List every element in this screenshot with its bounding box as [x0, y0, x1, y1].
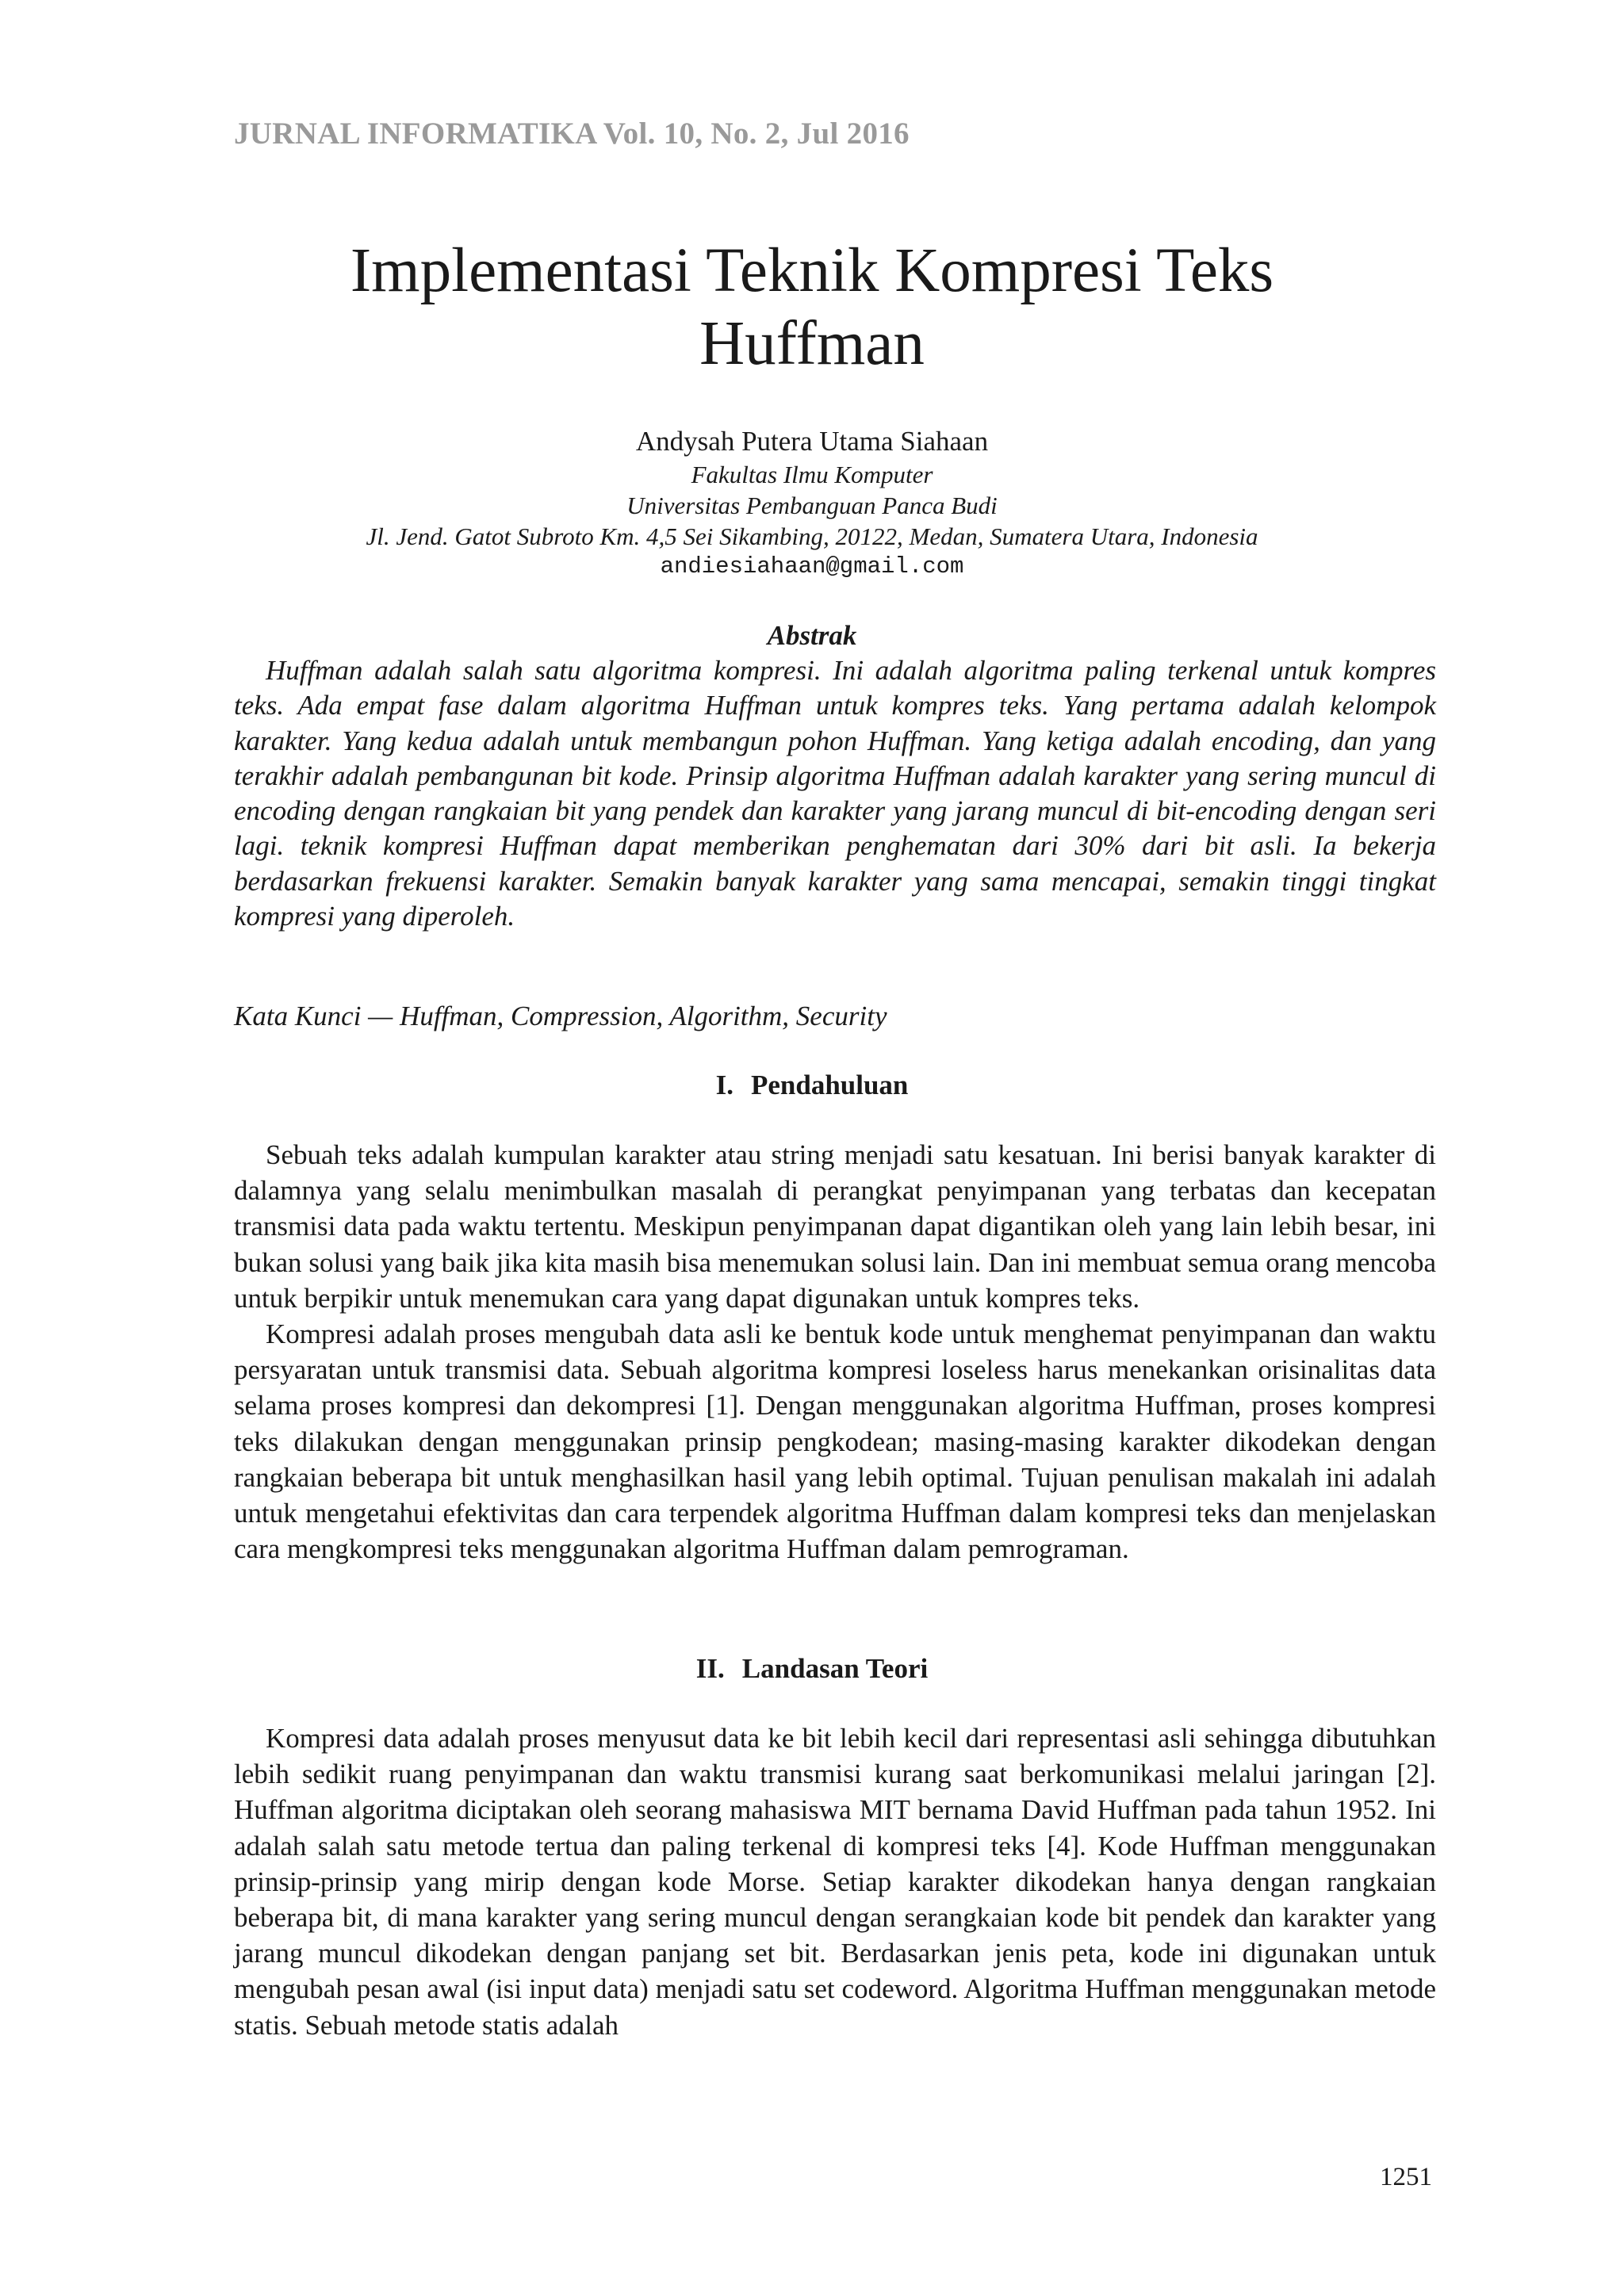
section-title: Pendahuluan	[750, 1070, 909, 1100]
author-university: Universitas Pembanguan Panca Budi	[626, 492, 998, 519]
author-email: andiesiahaan@gmail.com	[660, 553, 964, 580]
page-number: 1251	[1380, 2163, 1432, 2191]
section-number: II.	[695, 1653, 725, 1684]
author-name: Andysah Putera Utama Siahaan	[635, 426, 989, 457]
author-block	[0, 424, 1624, 582]
paragraph: Kompresi adalah proses mengubah data asli ke bentuk kode untuk menghemat penyimpanan dan waktu persyaratan untuk transmisi data. Sebuah algoritma kompresi loseless harus menekankan orisinalitas data selama proses kompresi dan dekompresi [1]. Dengan menggunakan algoritma Huffman, proses kompresi teks dilakukan dengan menggunakan prinsip pengkodean; masing-masing karakter dikodekan dengan rangkaian beberapa bit untuk menghasilkan hasil yang lebih optimal. Tujuan penulisan makalah ini adalah untuk mengetahui efektivitas dan cara terpendek algoritma Huffman dalam kompresi teks dan menjelaskan cara mengkompresi teks menggunakan algoritma Huffman dalam pemrograman.	[234, 1318, 1436, 1565]
section-heading-pendahuluan	[0, 1070, 1624, 1101]
section-body-pendahuluan	[234, 1137, 1436, 1567]
paper-title-line-2: Huffman	[699, 309, 925, 378]
section-body-landasan-teori	[234, 1720, 1436, 2043]
author-address: Jl. Jend. Gatot Subroto Km. 4,5 Sei Sikambing, 20122, Medan, Sumatera Utara, Indonesia	[366, 522, 1258, 550]
journal-header: JURNAL INFORMATIKA Vol. 10, No. 2, Jul 2016	[234, 117, 910, 151]
abstract-heading: Abstrak	[767, 620, 857, 651]
section-number: I.	[715, 1070, 733, 1100]
section-title: Landasan Teori	[741, 1653, 929, 1684]
section-heading-landasan-teori	[0, 1653, 1624, 1685]
paragraph: Sebuah teks adalah kumpulan karakter atau string menjadi satu kesatuan. Ini berisi banyak karakter di dalamnya yang selalu menimbulkan masalah di perangkat penyimpanan yang terbatas dan kecepatan transmisi data pada waktu tertentu. Meskipun penyimpanan dapat digantikan oleh yang lain lebih besar, ini bukan solusi yang baik jika kita masih bisa menemukan solusi lain. Dan ini membuat semua orang mencoba untuk berpikir untuk menemukan cara yang dapat digunakan untuk kompres teks.	[234, 1139, 1436, 1314]
keywords: Kata Kunci — Huffman, Compression, Algorithm, Security	[234, 1001, 887, 1031]
paper-title	[0, 235, 1624, 381]
paragraph: Kompresi data adalah proses menyusut data ke bit lebih kecil dari representasi asli sehingga dibutuhkan lebih sedikit ruang penyimpanan dan waktu transmisi kurang saat berkomunikasi melalui jaringan [2]. Huffman algoritma diciptakan oleh seorang mahasiswa MIT bernama David Huffman pada tahun 1952. Ini adalah salah satu metode tertua dan paling terkenal di kompresi teks [4]. Kode Huffman menggunakan prinsip-prinsip yang mirip dengan kode Morse. Setiap karakter dikodekan hanya dengan rangkaian beberapa bit, di mana karakter yang sering muncul dengan serangkaian kode bit pendek dan karakter yang jarang muncul dikodekan dengan panjang set bit. Berdasarkan jenis peta, kode ini digunakan untuk mengubah pesan awal (isi input data) menjadi satu set codeword. Algoritma Huffman menggunakan metode statis. Sebuah metode statis adalah	[234, 1723, 1436, 2041]
author-faculty: Fakultas Ilmu Komputer	[691, 461, 933, 488]
abstract-text: Huffman adalah salah satu algoritma kompresi. Ini adalah algoritma paling terkenal untuk kompres teks. Ada empat fase dalam algoritma Huffman untuk kompres teks. Yang pertama adalah kelompok karakter. Yang kedua adalah untuk membangun pohon Huffman. Yang ketiga adalah encoding, dan yang terakhir adalah pembangunan bit kode. Prinsip algoritma Huffman adalah karakter yang sering muncul di encoding dengan rangkaian bit yang pendek dan karakter yang jarang muncul di bit-encoding dengan seri lagi. teknik kompresi Huffman dapat memberikan penghematan dari 30% dari bit asli. Ia bekerja berdasarkan frekuensi karakter. Semakin banyak karakter yang sama mencapai, semakin tinggi tingkat kompresi yang diperoleh.	[234, 655, 1436, 932]
paper-title-line-1: Implementasi Teknik Kompresi Teks	[350, 236, 1274, 305]
